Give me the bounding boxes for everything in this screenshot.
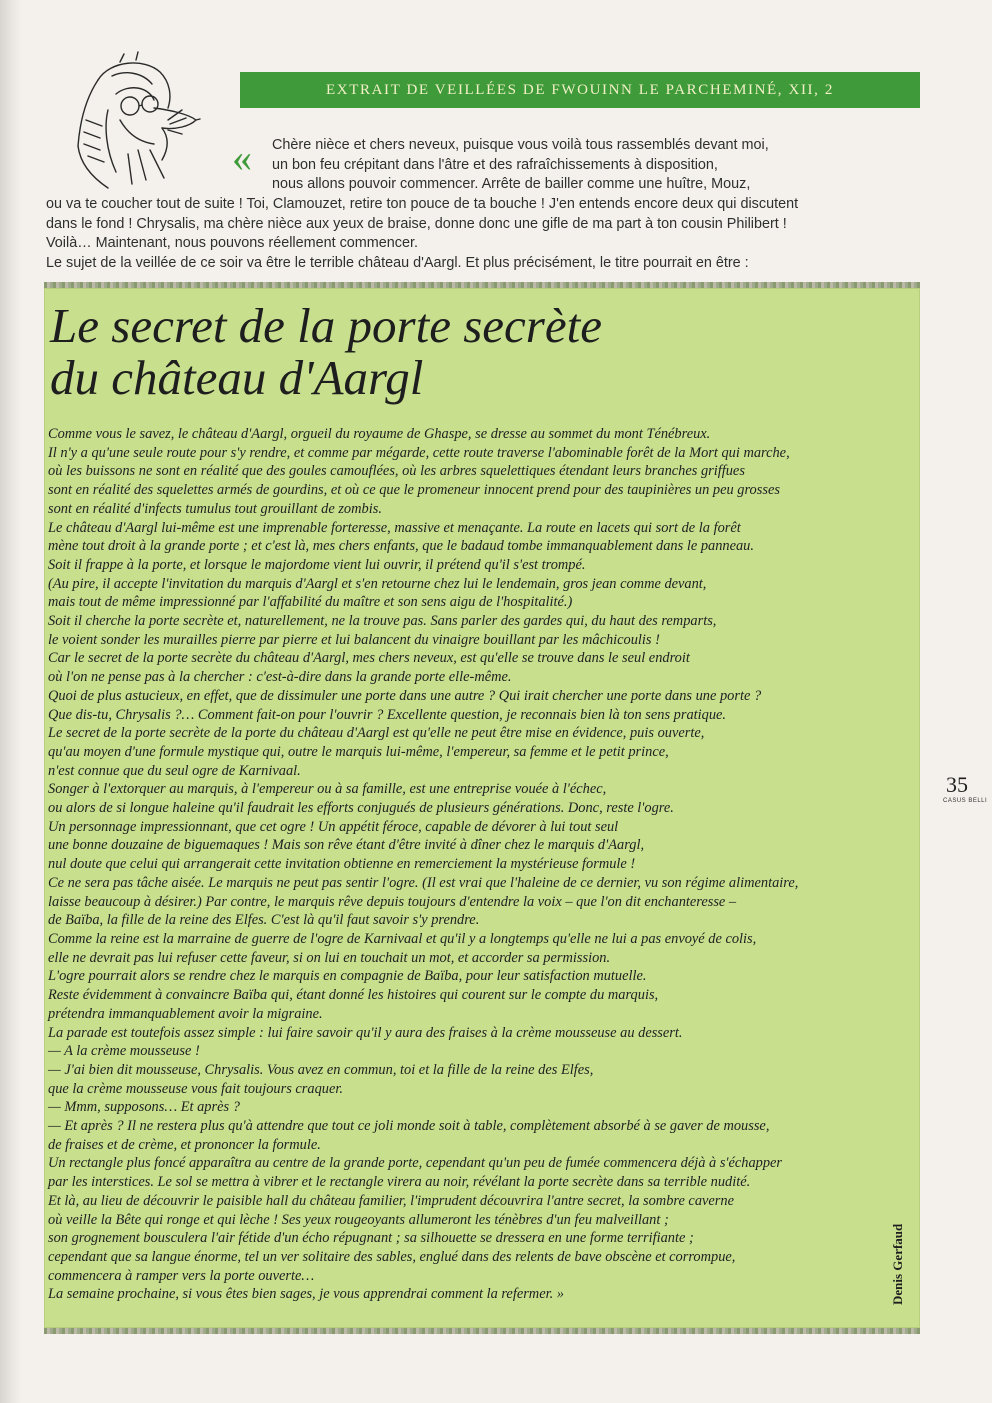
magazine-name: CASUS BELLI [943,798,988,804]
article-line: ou alors de si longue haleine qu'il faudrait les efforts conjugués de plusieurs générations. Donc, reste l'ogre. [48,800,674,817]
opening-quote-mark: « [232,135,252,180]
article-line: Le secret de la porte secrète de la porte du château d'Aargl est qu'elle ne peut être mise en évidence, puis ouverte, [48,725,705,742]
article-line: Quoi de plus astucieux, en effet, que de dissimuler une porte dans une autre ? Qui irait chercher une porte dans une porte ? [48,687,762,704]
article-line: que la crème mousseuse vous fait toujours craquer. [48,1080,343,1097]
article-line: — A la crème mousseuse ! [48,1043,200,1060]
article-line: prétendra immanquablement avoir la migraine. [48,1005,323,1022]
article-line: Ce ne sera pas tâche aisée. Le marquis ne peut pas sentir l'ogre. (Il est vrai que l'haleine de ce dernier, vu son régime alimentaire, [48,874,799,891]
article-line: sont en réalité des squelettes armés de gourdins, et où ce que le promeneur innocent prend pour des taupinières un peu grosses [48,482,780,499]
intro-line: ou va te coucher tout de suite ! Toi, Clamouzet, retire ton pouce de ta bouche ! J'en entends encore deux qui discutent [46,196,799,212]
article-line: elle ne devrait pas lui refuser cette faveur, si on lui en touchait un mot, et accorder sa permission. [48,949,611,966]
article-line: cependant que sa langue énorme, tel un ver solitaire des sables, englué dans des relents de bave obscène et corrompue, [48,1248,736,1265]
article-line: Il n'y a qu'une seule route pour s'y rendre, et comme par mégarde, cette route traverse l'abominable forêt de la Mort qui marche, [48,444,790,461]
intro-line: dans le fond ! Chrysalis, ma chère nièce aux yeux de braise, donne donc une gifle de ma part à ton cousin Philibert ! [46,215,787,232]
article-line: Car le secret de la porte secrète du château d'Aargl, mes chers neveux, est qu'elle se trouve dans le seul endroit [48,650,690,667]
article-line: La semaine prochaine, si vous êtes bien sages, je vous apprendrai comment la refermer. » [48,1286,564,1303]
article-line: n'est connue que du seul ogre de Karnivaal. [48,762,301,779]
article-line: Comme vous le savez, le château d'Aargl, orgueil du royaume de Ghaspe, se dresse au sommet du mont Ténébreux. [48,426,711,442]
article-line: nul doute que celui qui arrangerait cette invitation obtienne en remerciement la mystérieuse formule ! [48,856,636,873]
article-line: qu'au moyen d'une formule mystique qui, outre le marquis lui-même, l'empereur, sa femme et le petit prince, [48,743,669,760]
article-line: La parade est toutefois assez simple : lui faire savoir qu'il y aura des fraises à la crème mousseuse au dessert. [48,1024,683,1041]
article-line: — Mmm, supposons… Et après ? [48,1099,240,1116]
article-panel [44,288,920,1328]
article-line: — J'ai bien dit mousseuse, Chrysalis. Vous avez en commun, toi et la fille de la reine des Elfes, [48,1061,594,1078]
article-line: Que dis-tu, Chrysalis ?… Comment fait-on pour l'ouvrir ? Excellente question, je reconnais bien là ton sens pratique. [48,706,727,723]
article-line: Et là, au lieu de découvrir le paisible hall du château familier, l'imprudent découvrira l'antre secret, la sombre caverne [48,1192,734,1209]
article-line: de Baïba, la fille de la reine des Elfes. C'est là qu'il faut savoir s'y prendre. [48,912,480,929]
article-line: Un personnage impressionnant, que cet ogre ! Un appétit féroce, capable de dévorer à lui tout seul [48,818,619,835]
article-line: mène tout droit à la grande porte ; et c'est là, mes chers enfants, que le badaud tombe immanquablement dans le panneau. [48,538,754,555]
article-title [50,300,910,404]
article-line: Soit il cherche la porte secrète et, naturellement, ne la trouve pas. Sans parler des gardes qui, du haut des remparts, [48,613,717,630]
article-line: Comme la reine est la marraine de guerre de l'ogre de Karnivaal et qu'il y a longtemps qu'elle ne lui a pas envoyé de colis, [48,930,757,947]
author-credit: Denis Gerfaud [890,1223,905,1305]
article-line: où veille la Bête qui ronge et qui lèche ! Ses yeux rougeoyants allumeront les ténèbres d'un feu malveillant ; [48,1211,669,1228]
article-line: Reste évidemment à convaincre Baïba qui, étant donné les histoires qui courent sur le compte du marquis, [48,987,659,1004]
intro-full-block [46,195,926,273]
article-line: une bonne douzaine de biguemaques ! Mais son rêve étant d'être invité à dîner chez le marquis d'Aargl, [48,837,645,854]
article-line: (Au pire, il accepte l'invitation du marquis d'Aargl et s'en retourne chez lui le lendemain, gros jean comme devant, [48,575,707,592]
article-line: où l'on ne pense pas à la chercher : c'est-à-dire dans la grande porte elle-même. [48,669,512,686]
intro-line: Le sujet de la veillée de ce soir va être le terrible château d'Aargl. Et plus précisément, le titre pourrait en être : [46,254,749,271]
article-body [48,425,914,1304]
article-line: son grognement bousculera l'air fétide d'un écho répugnant ; sa silhouette se dressera en une forme terrifiante ; [48,1230,694,1247]
article-line: où les buissons ne sont en réalité que des goules camouflées, où les arbres squelettiques étendant leurs branches griffues [48,463,745,480]
page-spine-shadow [0,0,22,1403]
article-source-banner: EXTRAIT DE VEILLÉES DE FWOUINN LE PARCHEMINÉ, XII, 2 [240,72,920,108]
article-line: de fraises et de crème, et prononcer la formule. [48,1136,321,1153]
article-line: L'ogre pourrait alors se rendre chez le marquis en compagnie de Baïba, pour leur satisfaction mutuelle. [48,968,647,985]
article-line: Songer à l'extorquer au marquis, à l'empereur ou à sa famille, est une entreprise vouée à l'échec, [48,781,607,798]
article-line: Le château d'Aargl lui-même est une imprenable forteresse, massive et menaçante. La route en lacets qui sort de la forêt [48,519,741,536]
page-number: 35 [946,772,968,797]
article-line: — Et après ? Il ne restera plus qu'à attendre que tout ce joli monde soit à table, complètement absorbé à se gaver de mousse, [48,1118,770,1135]
article-line: sont en réalité d'infects tumulus tout grouillant de zombis. [48,500,382,517]
article-line: par les interstices. Le sol se mettra à vibrer et le rectangle virera au noir, révélant la porte secrète dans sa terrible nudité. [48,1174,751,1191]
intro-line: un bon feu crépitant dans l'âtre et des rafraîchissements à disposition, [272,156,718,173]
article-line: laisse beaucoup à désirer.) Par contre, le marquis rêve depuis toujours d'entendre la voix – que l'on dit enchanteresse – [48,893,737,910]
intro-line: Voilà… Maintenant, nous pouvons réellement commencer. [46,235,418,251]
article-line: mais tout de même impressionné par l'affabilité du maître et son sens aigu de l'hospitalité.) [48,594,573,611]
intro-line: nous allons pouvoir commencer. Arrête de bailler comme une huître, Mouz, [272,176,751,192]
intro-line: Chère nièce et chers neveux, puisque vous voilà tous rassemblés devant moi, [272,137,769,153]
title-line: du château d'Aargl [50,350,424,405]
intro-indented-block [272,136,892,195]
article-line: Soit il frappe à la porte, et lorsque le majordome vient lui ouvrir, il prétend qu'il s'est trompé. [48,556,586,573]
article-line: le voient sonder les murailles pierre par pierre et lui balancent du vinaigre bouillant par les mâchicoulis ! [48,631,660,648]
hooded-rat-sage-illustration [50,50,210,200]
title-line: Le secret de la porte secrète [50,298,602,353]
article-line: commencera à ramper vers la porte ouverte… [48,1267,315,1284]
article-line: Un rectangle plus foncé apparaîtra au centre de la grande porte, cependant qu'un peu de fumée commencera déjà à s'échapper [48,1155,783,1172]
